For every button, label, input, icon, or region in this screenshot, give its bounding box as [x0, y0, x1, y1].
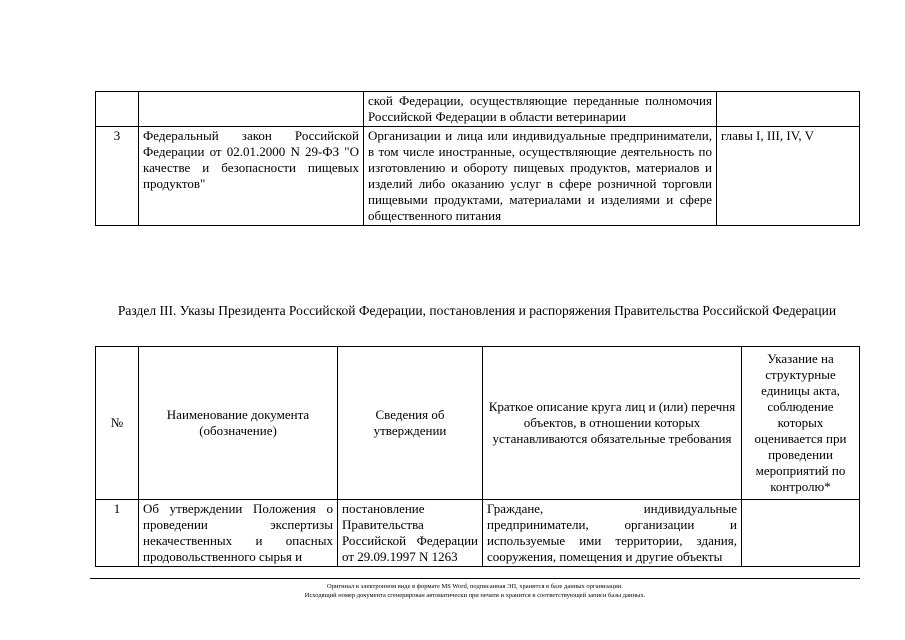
scope-description: Граждане, индивидуальные предприниматели, организации и используемые ими территории, здания, сооружения, помещения и другие объекты: [483, 500, 742, 567]
continued-table: [95, 91, 860, 226]
row-number: 3: [96, 127, 139, 226]
document-name: Об утверждении Положения о проведении экспертизы некачественных и опасных продовольственного сырья и: [139, 500, 338, 567]
row-number: [96, 92, 139, 127]
row-number: 1: [96, 500, 139, 567]
section-title: Раздел III. Указы Президента Российской Федерации, постановления и распоряжения Правительства Российской Федерации: [117, 303, 837, 318]
table-row: [96, 127, 860, 226]
scope-description: Организации и лица или индивидуальные предприниматели, в том числе иностранные, осуществляющие деятельность по изготовлению и обороту пищевых продуктов, материалов и изделий либо оказанию услуг в сфере розничной торговли пищевыми продуктами, материалами и изделиями и сфере общественного питания: [364, 127, 717, 226]
structural-units: главы I, III, IV, V: [717, 127, 860, 226]
header-structural-units: Указание на структурные единицы акта, соблюдение которых оценивается при проведении мероприятий по контролю*: [742, 347, 860, 500]
scope-description: ской Федерации, осуществляющие переданные полномочия Российской Федерации в области ветеринарии: [364, 92, 717, 127]
section-table: [95, 346, 860, 567]
page-footer: [90, 578, 860, 600]
document-name: Федеральный закон Российской Федерации от 02.01.2000 N 29-ФЗ "О качестве и безопасности пищевых продуктов": [139, 127, 364, 226]
header-document-name: Наименование документа (обозначение): [139, 347, 338, 500]
footer-line: Исходящий номер документа сгенерирован автоматически при печати и хранится в соответствующей записи базы данных.: [304, 592, 646, 599]
table-row: [96, 92, 860, 127]
header-scope-description: Краткое описание круга лиц и (или) перечня объектов, в отношении которых устанавливаются обязательные требования: [483, 347, 742, 500]
document-name: [139, 92, 364, 127]
table-header-row: [96, 347, 860, 500]
table-row: [96, 500, 860, 567]
header-number: №: [96, 347, 139, 500]
approval-info: постановление Правительства Российской Федерации от 29.09.1997 N 1263: [338, 500, 483, 567]
header-approval-info: Сведения об утверждении: [338, 347, 483, 500]
footer-line: Оригинал в электронном виде в формате MS Word, подписанная ЭП, хранится в базе данных организации.: [327, 583, 623, 590]
structural-units: [742, 500, 860, 567]
structural-units: [717, 92, 860, 127]
